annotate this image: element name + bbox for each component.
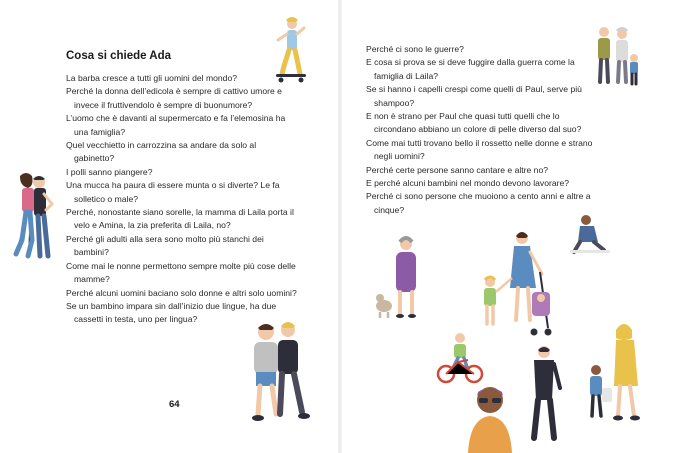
page-number: 64	[169, 399, 180, 410]
question-item: Se si hanno i capelli crespi come quelli di Paul, serve più shampoo?	[366, 84, 582, 108]
question-item: La barba cresce a tutti gli uomini del mondo?	[66, 73, 238, 83]
question-item: Perché certe persone sanno cantare e altre no?	[366, 164, 549, 175]
right-page	[340, 0, 679, 453]
child-on-bike-illustration	[434, 330, 484, 384]
grandparents-illustration	[584, 22, 648, 86]
man-in-suit-illustration	[524, 344, 564, 444]
questions-list-left	[66, 72, 298, 327]
question-item: E non è strano per Paul che quasi tutti quelli che lo circondano abbiano un colore di pelle diverso dal suo?	[366, 111, 582, 135]
question-item: Se un bambino impara sin dall’inizio due lingue, ha due cassetti in testa, uno per lingua?	[66, 300, 277, 325]
question-item: Perché la donna dell’edicola è sempre di cattivo umore e invece il fruttivendolo è sempre di buonumore?	[66, 86, 282, 110]
woman-headscarf-illustration	[584, 316, 648, 424]
question-item: E perché alcuni bambini nel mondo devono lavorare?	[366, 178, 570, 189]
question-item: Come mai le nonne permettono sempre molte più cose delle mamme?	[66, 260, 296, 285]
skateboarder-illustration	[272, 14, 308, 84]
kissing-couple-illustration	[12, 170, 60, 260]
question-item: Come mai tutti trovano bello il rossetto nelle donne e strano negli uomini?	[366, 137, 593, 162]
question-item: Perché ci sono persone che muoiono a cento anni e altre a cinque?	[366, 191, 591, 215]
question-item: E cosa si prova se si deve fuggire dalla guerra come la famiglia di Laila?	[366, 57, 575, 81]
sitting-man-illustration	[568, 212, 612, 256]
mother-stroller-illustration	[478, 228, 560, 338]
question-item: I polli sanno piangere?	[66, 166, 153, 177]
two-men-illustration	[244, 318, 316, 426]
question-item: Una mucca ha paura di essere munta o si diverte? Le fa solletico o male?	[66, 180, 280, 204]
question-item: L’uomo che è davanti al supermercato e fa l’elemosina ha una famiglia?	[66, 113, 286, 137]
page-title: Cosa si chiede Ada	[66, 50, 172, 62]
question-item: Perché alcuni uomini baciano solo donne e altri solo uomini?	[66, 287, 297, 298]
question-item: Perché ci sono le guerre?	[366, 44, 464, 54]
woman-with-sunglasses-illustration	[462, 382, 518, 453]
question-item: Quel vecchietto in carrozzina sa andare da solo al gabinetto?	[66, 140, 257, 164]
question-item: Perché gli adulti alla sera sono molto più stanchi dei bambini?	[66, 233, 264, 258]
questions-list-right	[366, 43, 598, 217]
woman-with-dog-illustration	[374, 234, 424, 324]
question-item: Perché, nonostante siano sorelle, la mamma di Laila porta il velo e Amina, la zia preferita di Laila, no?	[66, 207, 294, 231]
